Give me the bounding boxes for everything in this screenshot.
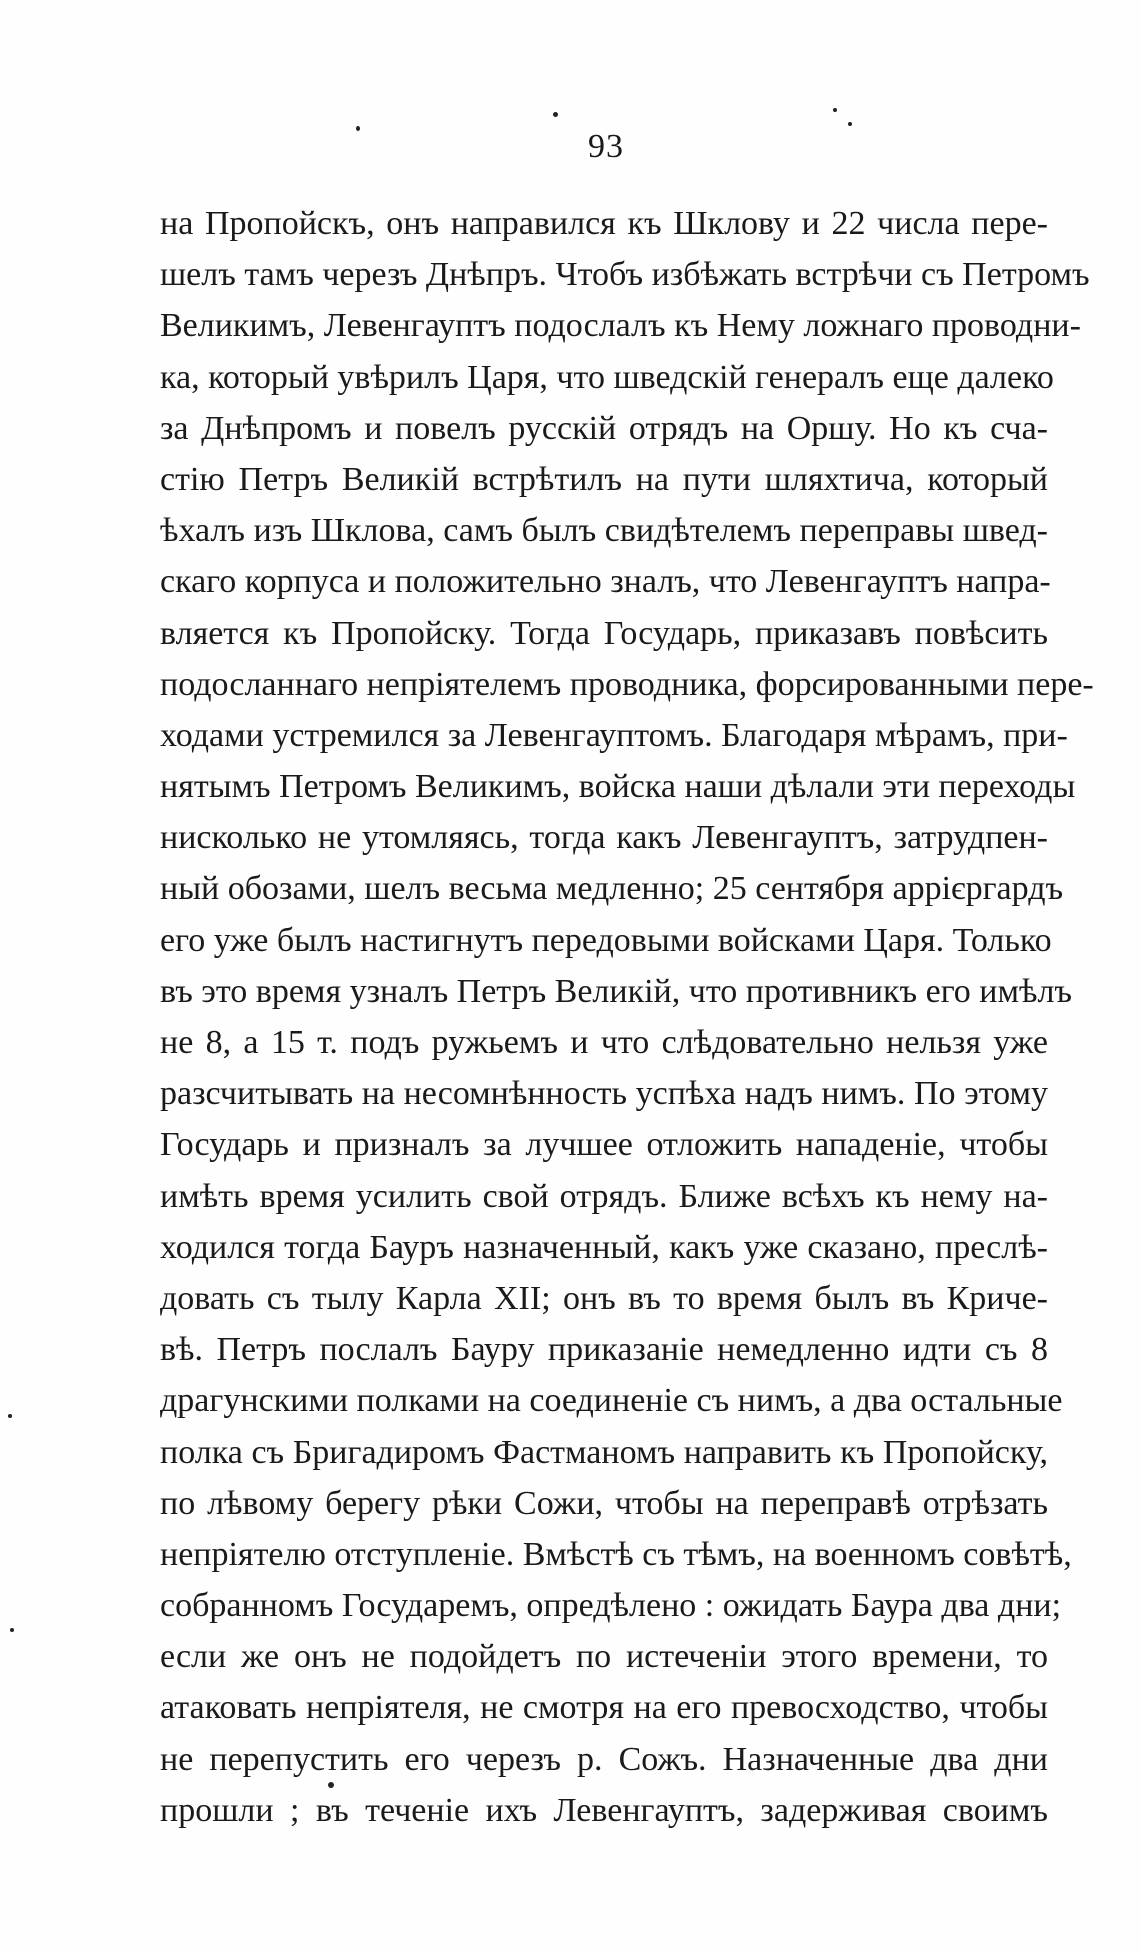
- body-text: [160, 198, 1094, 1836]
- text-line: ходами устремился за Левенгауптомъ. Благодаря мѣрамъ, при-: [160, 716, 1068, 754]
- scan-speck: [328, 1782, 334, 1788]
- text-line: собранномъ Государемъ, опредѣлено : ожидать Баура два дни;: [160, 1587, 1062, 1625]
- text-line: скаго корпуса и положительно зналъ, что Левенгауптъ напра-: [160, 563, 1051, 601]
- text-line: ка, который увѣрилъ Царя, что шведскій генералъ еще далеко: [160, 358, 1054, 396]
- scan-speck: [10, 1628, 14, 1632]
- scan-speck: [356, 126, 360, 131]
- text-line: Великимъ, Левенгауптъ подослалъ къ Нему ложнаго проводни-: [160, 307, 1081, 345]
- text-line: нятымъ Петромъ Великимъ, войска наши дѣлали эти переходы: [160, 768, 1076, 806]
- text-line: имѣть время усилить свой отрядъ. Ближе всѣхъ къ нему на-: [160, 1177, 1048, 1215]
- text-line: шелъ тамъ черезъ Днѣпръ. Чтобъ избѣжать встрѣчи съ Петромъ: [160, 256, 1090, 294]
- scan-speck: [833, 108, 837, 112]
- text-line: на Пропойскъ, онъ направился къ Шклову и 22 числа пере-: [160, 205, 1048, 242]
- text-line: ѣхалъ изъ Шклова, самъ былъ свидѣтелемъ переправы швед-: [160, 512, 1048, 550]
- scan-speck: [848, 122, 852, 126]
- text-line: атаковать непріятеля, не смотря на его превосходство, чтобы: [160, 1689, 1048, 1727]
- text-line: за Днѣпромъ и повелъ русскій отрядъ на Оршу. Но къ сча-: [160, 409, 1048, 447]
- text-line: вѣ. Петръ послалъ Бауру приказаніе немедленно идти съ 8: [160, 1331, 1048, 1369]
- text-line: не 8, а 15 т. подъ ружьемъ и что слѣдовательно нельзя уже: [160, 1024, 1048, 1061]
- text-line: вляется къ Пропойску. Тогда Государь, приказавъ повѣсить: [160, 614, 1048, 652]
- scan-speck: [8, 1414, 12, 1418]
- text-line: по лѣвому берегу рѣки Сожи, чтобы на переправѣ отрѣзать: [160, 1484, 1048, 1522]
- text-line: непріятелю отступленіе. Вмѣстѣ съ тѣмъ, на военномъ совѣтѣ,: [160, 1535, 1072, 1573]
- text-line: его уже былъ настигнутъ передовыми войсками Царя. Только: [160, 921, 1052, 959]
- text-line: если же онъ не подойдетъ по истеченіи этого времени, то: [160, 1638, 1048, 1676]
- text-line: стію Петръ Великій встрѣтилъ на пути шляхтича, который: [160, 460, 1048, 498]
- text-line: ходился тогда Бауръ назначенный, какъ уже сказано, преслѣ-: [160, 1228, 1048, 1266]
- text-line: полка съ Бригадиромъ Фастманомъ направить къ Пропойску,: [160, 1433, 1048, 1471]
- scan-speck: [553, 112, 558, 117]
- text-line: довать съ тылу Карла XII; онъ въ то время былъ въ Криче-: [160, 1279, 1048, 1317]
- text-line: ный обозами, шелъ весьма медленно; 25 сентября аррієргардъ: [160, 870, 1064, 908]
- text-line: драгунскими полками на соединеніе съ нимъ, а два остальные: [160, 1382, 1063, 1420]
- text-line: подосланнаго непріятелемъ проводника, форсированными пере-: [160, 665, 1094, 703]
- text-line: не перепустить его черезъ р. Сожъ. Назначенные два дни: [160, 1740, 1048, 1778]
- text-line: Государь и призналъ за лучшее отложить нападеніе, чтобы: [160, 1126, 1048, 1164]
- text-line: прошли ; въ теченіе ихъ Левенгауптъ, задерживая своимъ: [160, 1791, 1048, 1829]
- text-line: нисколько не утомляясь, тогда какъ Левенгауптъ, затрудпен-: [160, 819, 1048, 857]
- text-line: въ это время узналъ Петръ Великій, что противникъ его имѣлъ: [160, 972, 1073, 1010]
- text-line: разсчитывать на несомнѣнность успѣха надъ нимъ. По этому: [160, 1075, 1048, 1113]
- page-number: 93: [588, 128, 624, 165]
